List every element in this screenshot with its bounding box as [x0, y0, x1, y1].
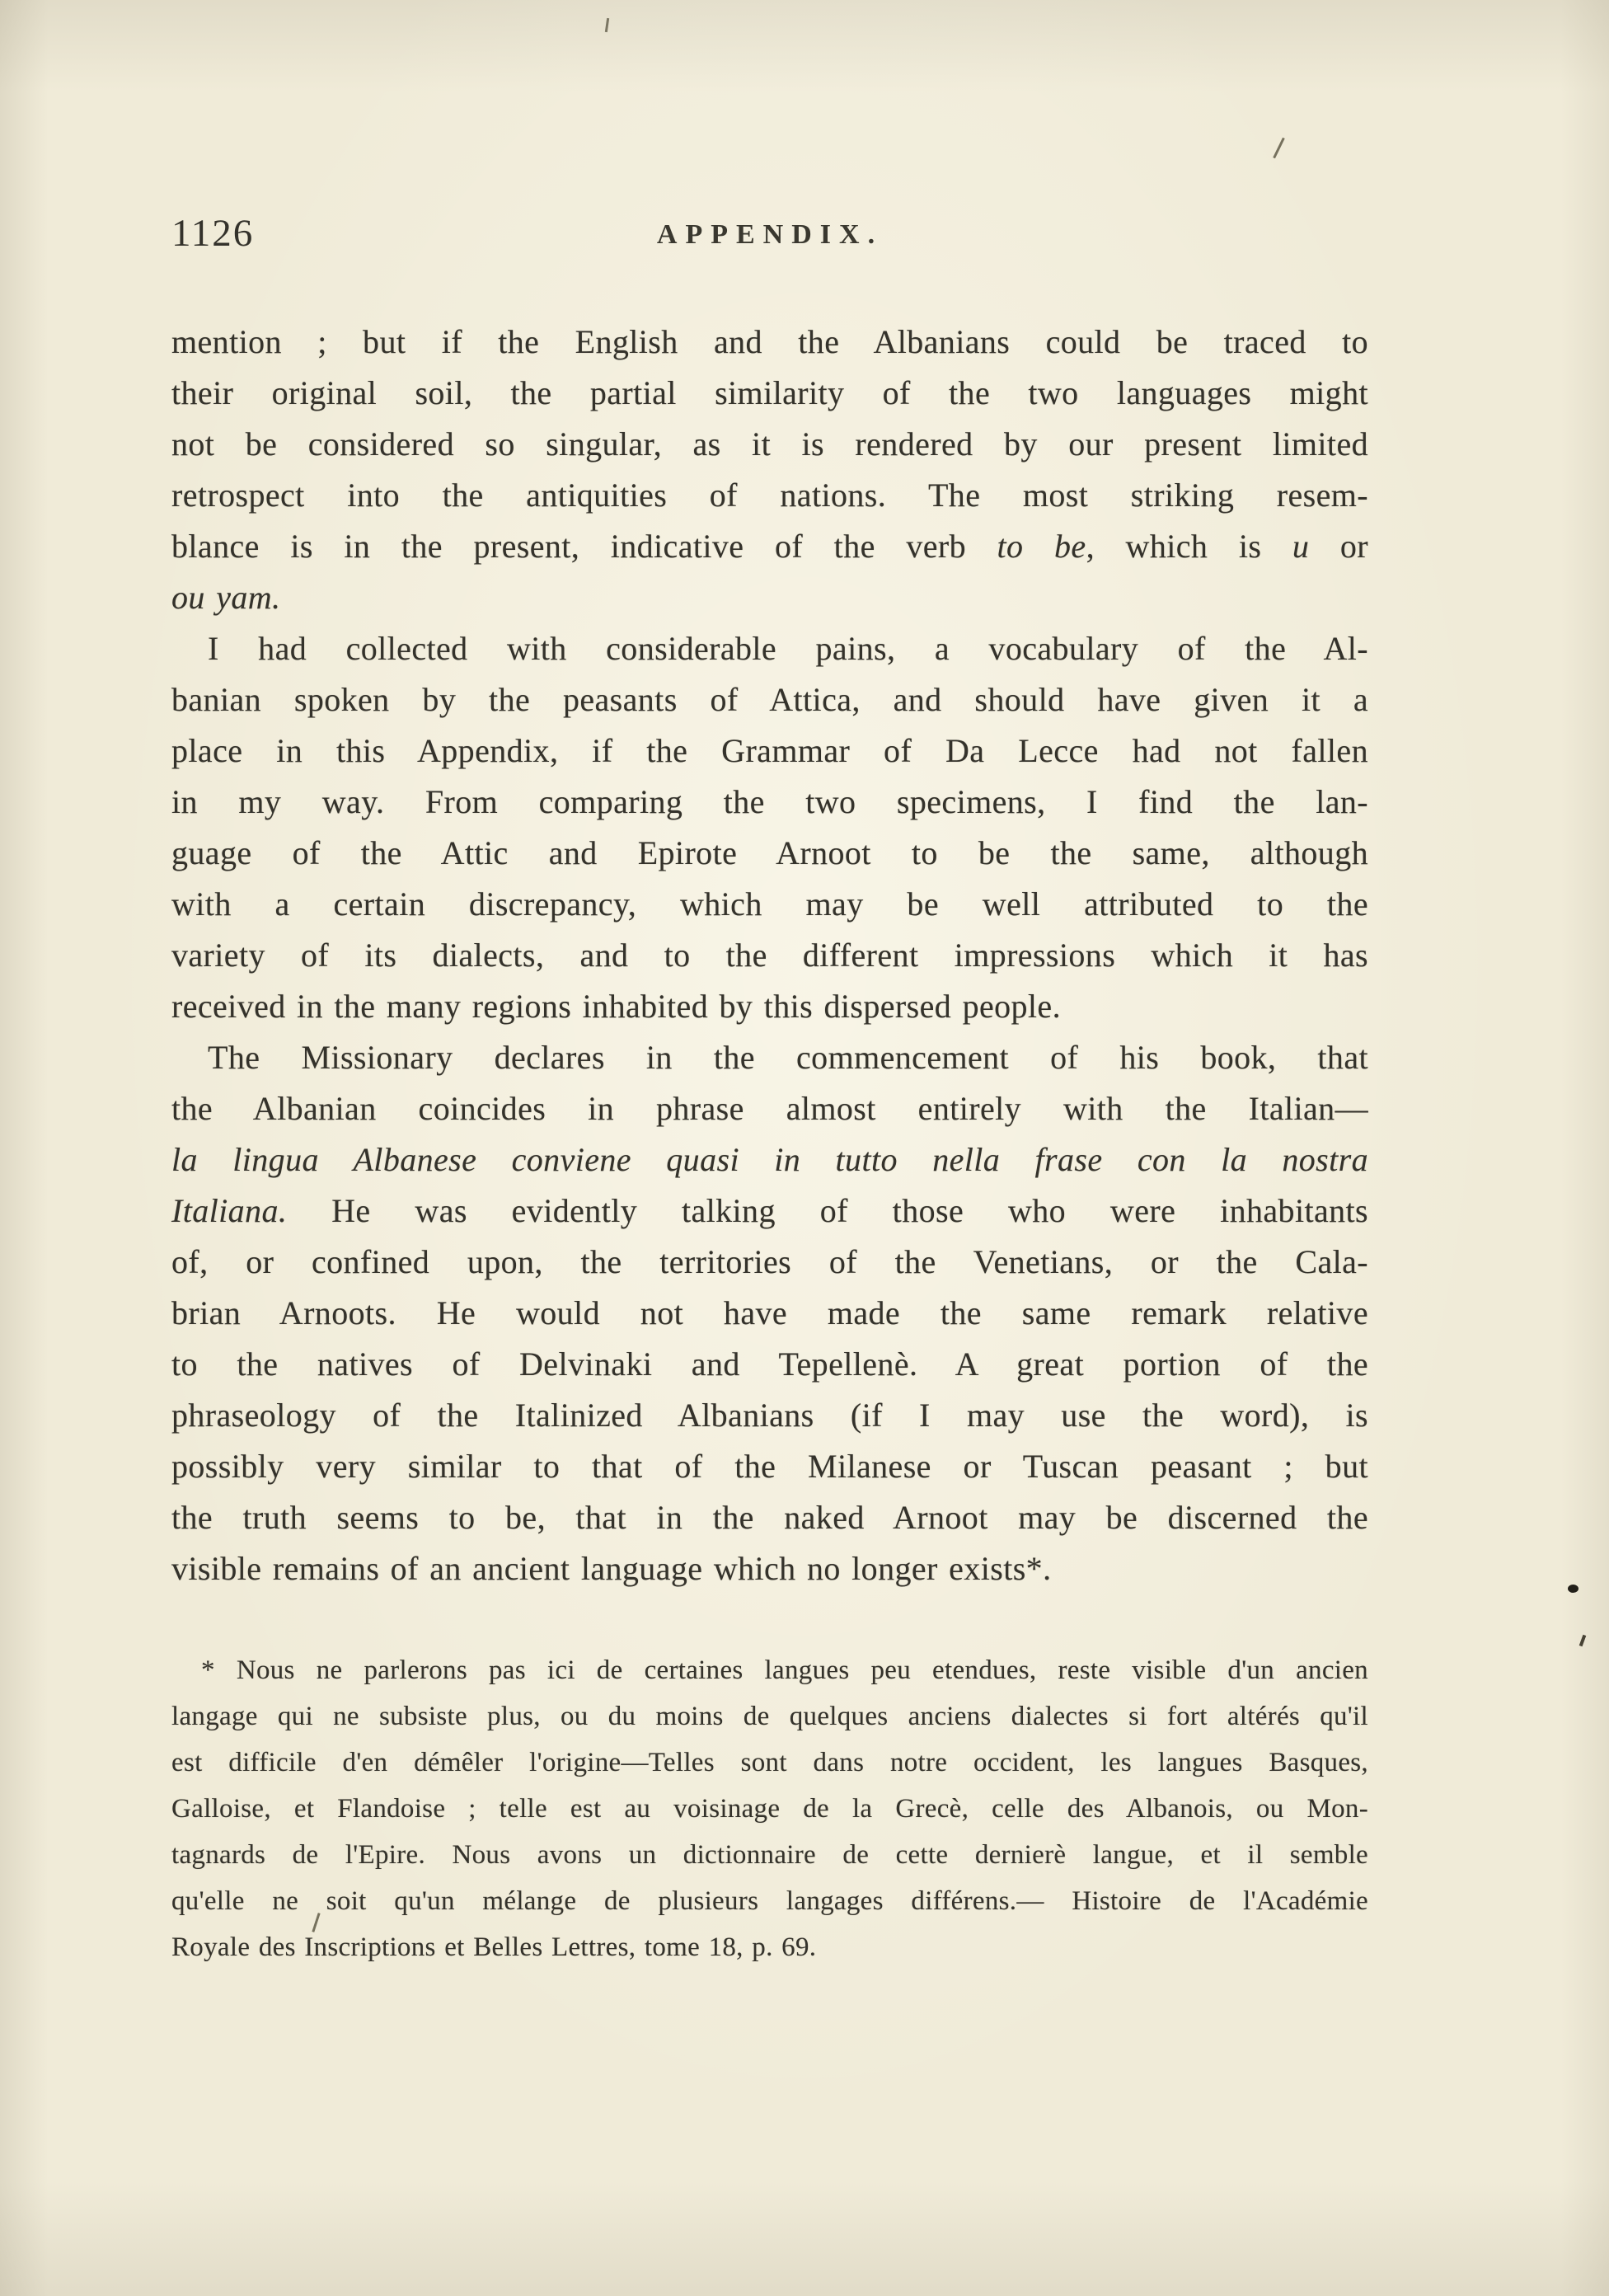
scan-artifact-slash: [1273, 138, 1285, 159]
footnote: [171, 1647, 1368, 1970]
page-content: [171, 211, 1368, 1970]
scan-artifact-ink-mark: [1579, 1635, 1587, 1647]
running-head: APPENDIX.: [656, 219, 884, 250]
paragraph-2: I had collected with considerable pains, a vocabulary of the Al- banian spoken by the peasants of Attica, and should have given it a place in this Appendix, if the Grammar of Da Lecce had not fallen in my way. From comparing the two specimens, I find the lan- guage of the Attic and Epirote Arnoot to be the same, although with a certain discrepancy, which may be well attributed to the variety of its dialects, and to the different impressions which it has received in the many regions inhabited by this dispersed people.: [171, 630, 1368, 1025]
paragraph-3: The Missionary declares in the commencement of his book, that the Albanian coincides in phrase almost entirely with the Italian— la lingua Albanese conviene quasi in tutto nella frase con la nostra Italiana. He was evidently talking of those who were inhabitants of, or confined upon, the territories of the Venetians, or the Cala- brian Arnoots. He would not have made the same remark relative to the natives of Delvinaki and Tepellenè. A great portion of the phraseology of the Italinized Albanians (if I may use the word), is possibly very similar to that of the Milanese or Tuscan peasant ; but the truth seems to be, that in the naked Arnoot may be discerned the visible remains of an ancient language which no longer exists*.: [171, 1039, 1368, 1587]
scan-artifact-ink-dot: [1568, 1585, 1579, 1593]
paragraph-1: mention ; but if the English and the Albanians could be traced to their original soil, the partial similarity of the two languages might not be considered so singular, as it is rendered by our present limited retrospect into the antiquities of nations. The most striking resem- blance is in the present, indicative of the verb to be, which is u or ou yam.: [171, 323, 1368, 616]
main-text: [171, 317, 1368, 1594]
footnote-text: * Nous ne parlerons pas ici de certaines langues peu etendues, reste visible d'un ancien langage qui ne subsiste plus, ou du moins de quelques anciens dialectes si fort altérés qu'il est difficile d'en démêler l'origine—Telles sont dans notre occident, les langues Basques, Galloise, et Flandoise ; telle est au voisinage de la Grecè, celle des Albanois, ou Mon- tagnards de l'Epire. Nous avons un dictionnaire de cette dernierè langue, et il semble qu'elle ne soit qu'un mélange de plusieurs langages différens.— Histoire de l'Académie Royale des Inscriptions et Belles Lettres, tome 18, p. 69.: [171, 1655, 1368, 1962]
page-header: [171, 211, 1368, 270]
scan-artifact-tick: [605, 18, 609, 32]
page-number: 1126: [171, 212, 255, 255]
